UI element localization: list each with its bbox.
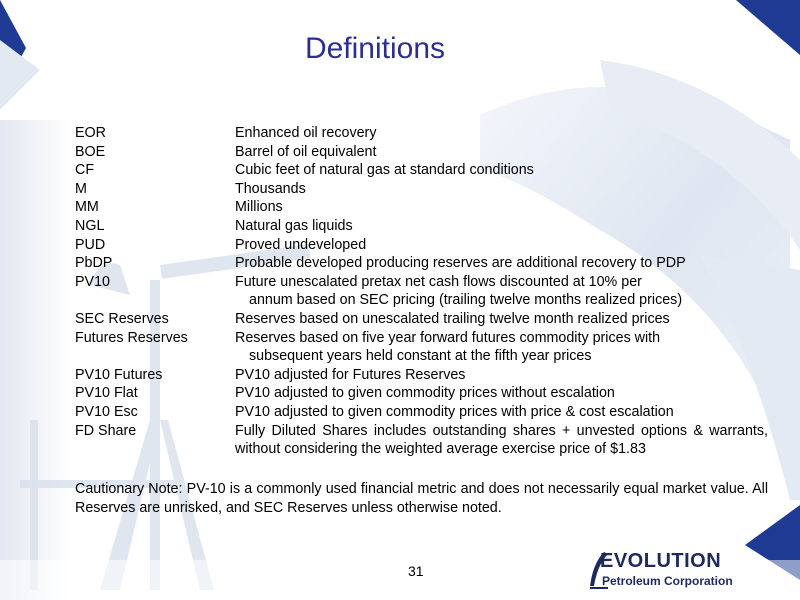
company-logo bbox=[588, 550, 738, 590]
definition-term: PV10 Esc bbox=[75, 403, 138, 420]
definition-description: PV10 adjusted to given commodity prices with price & cost escalation bbox=[235, 403, 674, 420]
definition-continuation: annum based on SEC pricing (trailing twelve months realized prices) bbox=[249, 292, 683, 309]
definition-description: Probable developed producing reserves are additional recovery to PDP bbox=[235, 255, 686, 272]
definition-row bbox=[75, 161, 768, 180]
definition-term: Futures Reserves bbox=[75, 329, 188, 346]
definition-term: PV10 bbox=[75, 273, 110, 290]
definition-term: EOR bbox=[75, 125, 106, 141]
definition-term: CF bbox=[75, 162, 95, 179]
definition-term: NGL bbox=[75, 217, 105, 234]
definition-description: Proved undeveloped bbox=[235, 236, 367, 253]
definition-description-block bbox=[235, 329, 768, 366]
definition-description: PV10 adjusted to given commodity prices without escalation bbox=[235, 385, 615, 402]
definition-term: PUD bbox=[75, 236, 106, 253]
definition-description: Millions bbox=[235, 199, 283, 216]
cautionary-note: Cautionary Note: PV-10 is a commonly used financial metric and does not necessarily equal market value. All Reserves are unrisked, and SEC Reserves unless otherwise noted. bbox=[75, 481, 768, 516]
logo-top-text: EVOLUTION bbox=[600, 550, 722, 572]
definition-term: M bbox=[75, 180, 87, 197]
definition-row bbox=[75, 366, 768, 385]
definition-term: PV10 Futures bbox=[75, 366, 163, 383]
definition-term: MM bbox=[75, 199, 99, 216]
definition-row bbox=[75, 403, 768, 422]
definition-row bbox=[75, 254, 768, 273]
definition-row bbox=[75, 273, 768, 310]
definition-description: Enhanced oil recovery bbox=[235, 125, 377, 141]
definition-term: FD Share bbox=[75, 422, 137, 439]
logo-bottom-text: Petroleum Corporation bbox=[602, 574, 733, 588]
definition-description: PV10 adjusted for Futures Reserves bbox=[235, 366, 466, 383]
definition-description: Reserves based on unescalated trailing twelve month realized prices bbox=[235, 310, 670, 327]
definition-row bbox=[75, 236, 768, 255]
definition-description: Fully Diluted Shares includes outstanding shares + unvested options & warrants, without considering the weighted average exercise price of $1.83 bbox=[235, 422, 768, 458]
definition-row bbox=[75, 124, 768, 143]
definition-term: SEC Reserves bbox=[75, 310, 169, 327]
slide-title: Definitions bbox=[304, 32, 446, 65]
definition-continuation: subsequent years held constant at the fifth year prices bbox=[249, 348, 592, 365]
definition-description-block bbox=[235, 273, 768, 310]
definition-row bbox=[75, 310, 768, 329]
definition-row bbox=[75, 143, 768, 162]
definition-row bbox=[75, 422, 768, 459]
definition-term: PV10 Flat bbox=[75, 385, 138, 402]
definition-description: Barrel of oil equivalent bbox=[235, 143, 377, 160]
definition-description: Cubic feet of natural gas at standard conditions bbox=[235, 162, 534, 179]
definition-row bbox=[75, 198, 768, 217]
definition-term: PbDP bbox=[75, 255, 113, 272]
definition-description: Thousands bbox=[235, 180, 306, 197]
definition-description: Future unescalated pretax net cash flows discounted at 10% per bbox=[235, 273, 642, 290]
definition-row bbox=[75, 329, 768, 366]
definition-row bbox=[75, 217, 768, 236]
definition-term: BOE bbox=[75, 143, 106, 160]
definitions-list bbox=[75, 124, 768, 459]
page-number: 31 bbox=[408, 563, 424, 579]
definition-row bbox=[75, 384, 768, 403]
definition-description: Natural gas liquids bbox=[235, 217, 353, 234]
definition-description: Reserves based on five year forward futures commodity prices with bbox=[235, 329, 661, 346]
definition-row bbox=[75, 180, 768, 199]
